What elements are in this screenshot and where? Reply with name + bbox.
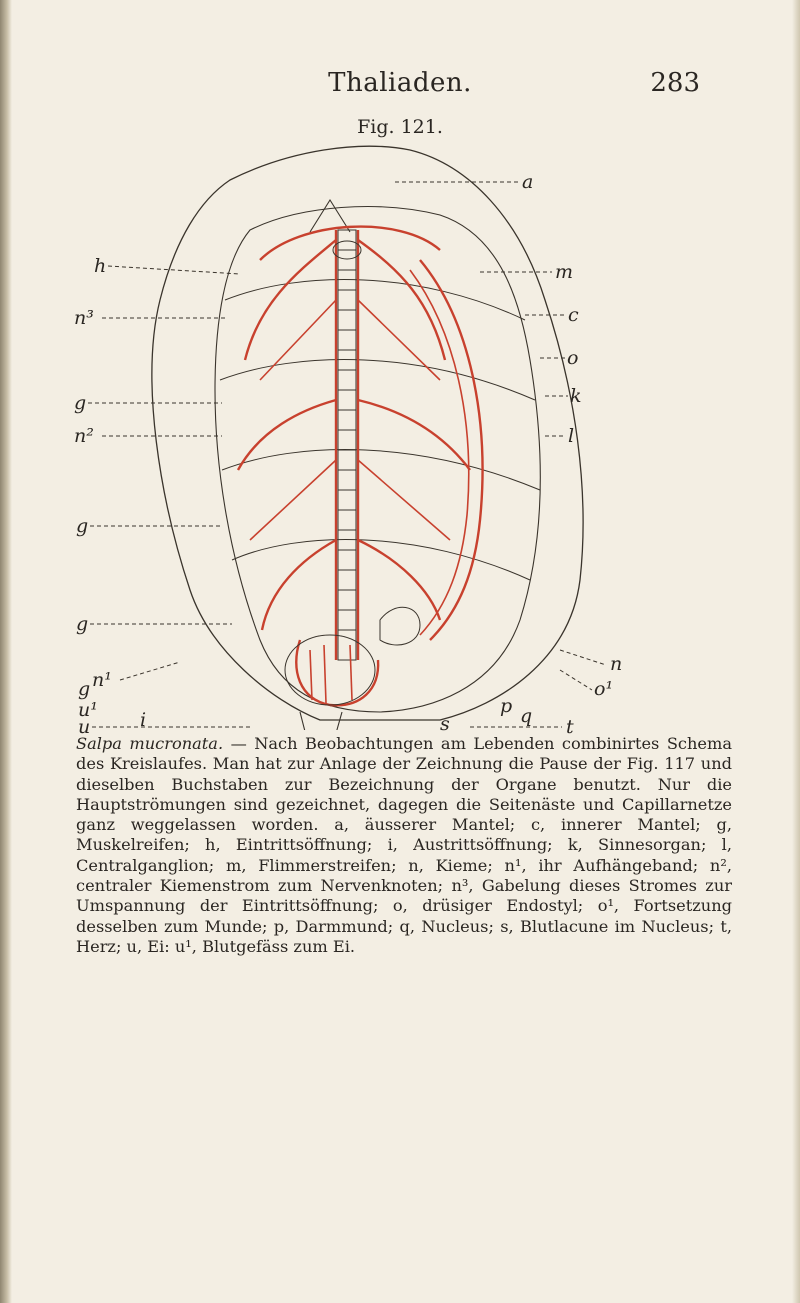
description-body: — Nach Beobachtungen am Lebenden combinirtes Schema des Kreislaufes. Man hat zur Anlage der Zeichnung die Pause der Fig. 117 und dieselben Buchstaben zur Bezeichnung der Organe benutzt. Nur die Hauptströmungen sind gezeichnet, dagegen die Seitenäste und Capillarnetze ganz weggelassen worden. a, äusserer Mantel; c, innerer Mantel; g, Muskelreifen; h, Eintrittsöffnung; i, Austrittsöffnung; k, Sinnesorgan; l, Centralganglion; m, Flimmerstreifen; n, Kieme; n¹, ihr Aufhängeband; n², centraler Kiemenstrom zum Nervenknoten; n³, Gabelung dieses Stromes zur Umspannung der Eintrittsöffnung; o, drüsiger Endostyl; o¹, Fortsetzung desselben zum Munde; p, Darmmund; q, Nucleus; s, Blutlacune im Nucleus; t, Herz; u, Ei: u¹, Blutgefäss zum Ei.: [76, 734, 732, 956]
vessel-nucleus-1: [310, 650, 312, 700]
nucleus: [285, 635, 375, 705]
label-k: k: [570, 385, 582, 407]
leader-h: [108, 266, 240, 274]
label-g3: g: [76, 613, 89, 635]
muscle-band-2: [220, 360, 535, 400]
label-n: n: [610, 653, 623, 675]
gill-bar: [338, 230, 356, 660]
description-paragraph: [76, 734, 732, 957]
label-u1: u¹: [78, 699, 98, 721]
vessel-mid-right: [358, 400, 470, 470]
leader-n: [560, 650, 606, 665]
label-o: o: [567, 347, 579, 369]
running-head: [0, 68, 800, 108]
posterior-stalk: [300, 712, 342, 730]
vessel-oblique-4: [358, 460, 450, 540]
label-p: p: [500, 695, 513, 717]
vessel-oblique-1: [260, 300, 336, 380]
vessel-nucleus-2: [324, 645, 326, 703]
gill-ladder: [338, 250, 356, 630]
label-u: u: [78, 716, 91, 734]
inner-mantle-outline: [215, 207, 540, 712]
muscle-band-3: [222, 450, 540, 490]
page-number: 283: [650, 68, 700, 98]
label-g2: g: [76, 515, 89, 537]
label-c: c: [568, 304, 579, 326]
muscle-band-4: [232, 540, 530, 580]
label-n3: n³: [74, 307, 94, 329]
figure-salpa-circulation: [0, 130, 800, 730]
label-l: l: [568, 425, 575, 447]
label-m: m: [555, 261, 574, 283]
label-n1: n¹: [92, 669, 112, 691]
label-h: h: [94, 255, 107, 277]
muscle-band-1: [225, 280, 525, 320]
species-name: Salpa mucronata.: [76, 734, 224, 753]
label-i: i: [140, 709, 147, 731]
running-head-title: Thaliaden.: [328, 68, 472, 98]
salpa-circulation-diagram: [0, 130, 800, 730]
figure-description: [76, 734, 732, 957]
label-n2: n²: [74, 425, 94, 447]
vessel-oblique-3: [250, 460, 336, 540]
vessel-mid-left: [238, 400, 336, 470]
vessel-lower-left: [262, 540, 336, 630]
label-o1: o¹: [594, 678, 614, 700]
vessel-nucleus-3: [350, 645, 352, 700]
vessel-arc-upper-left: [245, 240, 336, 360]
label-q: q: [520, 705, 533, 727]
label-g1: g: [74, 392, 87, 414]
figure-caption: Fig. 121.: [357, 116, 443, 138]
leader-n1: [120, 662, 180, 680]
vessel-endostyl-inner: [410, 270, 469, 635]
label-t: t: [566, 716, 574, 734]
heart: [380, 607, 420, 645]
label-a: a: [522, 171, 534, 193]
leader-o1: [560, 670, 592, 690]
label-s: s: [440, 713, 450, 734]
label-g4: g: [78, 678, 91, 700]
